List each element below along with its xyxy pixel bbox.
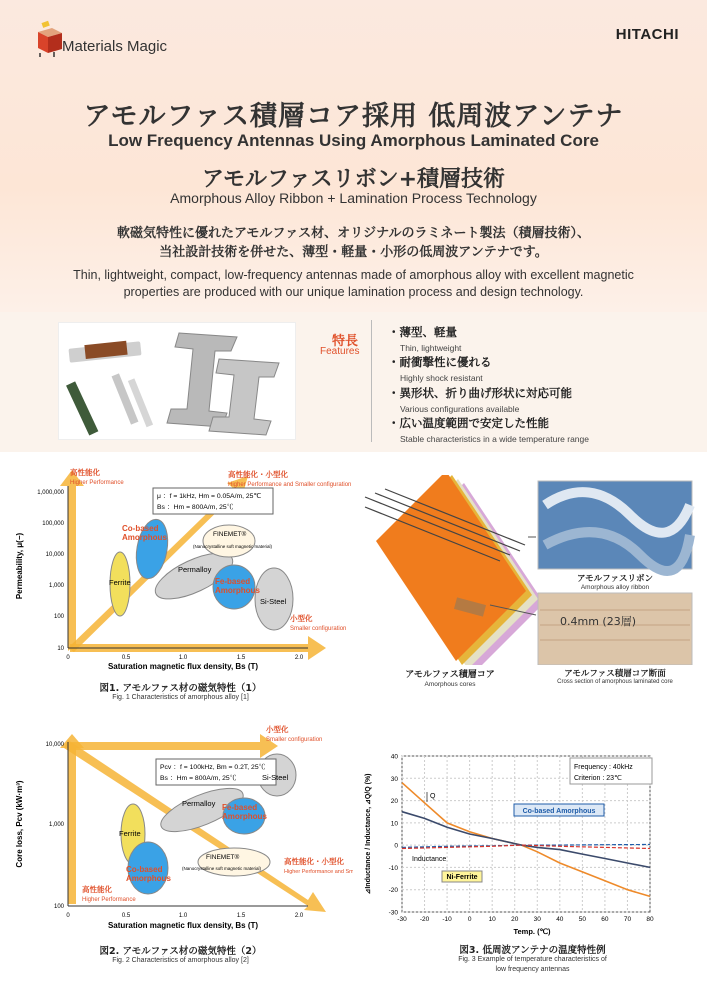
condition-line2: Bs ：Hm = 800A/m, 25℃ xyxy=(157,504,234,511)
feature-jp: ・広い温度範囲で安定した性能 xyxy=(388,416,549,430)
x-tick: 0.5 xyxy=(121,655,131,661)
arrow-label-en: Higher Performance and Sm xyxy=(284,869,353,875)
description-jp-line1: 軟磁気特性に優れたアモルファス材、オリジナルのラミネート製法（積層技術）、 xyxy=(116,226,591,241)
y-tick: 100 xyxy=(53,614,64,620)
arrow-label-en: Smaller configuration xyxy=(266,737,323,743)
series-label-inductance: Inductance xyxy=(412,856,447,863)
ferrite-label: Ferrite xyxy=(109,578,131,587)
finemet-region xyxy=(198,848,270,876)
finemet-label: FINEMET® xyxy=(206,854,240,861)
x-tick: 80 xyxy=(646,916,654,923)
finemet-label: FINEMET® xyxy=(213,531,247,538)
x-axis-label: Temp. (℃) xyxy=(513,927,551,936)
section-photo xyxy=(538,593,692,665)
feature-item xyxy=(388,354,492,383)
y-tick: 10,000 xyxy=(45,552,64,558)
fe-label: Fe-based xyxy=(215,577,251,586)
arrow-higher-performance xyxy=(60,470,84,651)
y-tick: 10 xyxy=(390,820,398,828)
arrow-label-jp: 高性能化 xyxy=(70,468,100,477)
y-tick: -20 xyxy=(388,887,398,895)
x-tick: -30 xyxy=(397,916,407,923)
arrow-label-jp: 小型化 xyxy=(266,725,289,734)
x-tick: 70 xyxy=(623,916,632,923)
y-tick: 100,000 xyxy=(42,521,64,527)
features-label-en: Features xyxy=(320,346,360,357)
x-tick: 30 xyxy=(533,916,541,923)
section-caption-jp: アモルファス積層コア断面 xyxy=(564,669,666,679)
series-label-q: Q xyxy=(430,793,436,800)
feature-en: Highly shock resistant xyxy=(400,373,483,383)
fe-label-2: Amorphous xyxy=(222,812,267,821)
features-label-jp: 特長 xyxy=(332,334,359,349)
figure-caption-en: Fig. 2 Characteristics of amorphous alloy [2] xyxy=(112,957,249,964)
description-en-line1: Thin, lightweight, compact, low-frequency antennas made of amorphous alloy with excellent magnetic xyxy=(73,268,634,282)
figure-caption-jp: 図3. 低周波アンテナの温度特性例 xyxy=(459,945,606,956)
permalloy-label: Permalloy xyxy=(178,565,212,574)
product-photo xyxy=(58,322,296,440)
description-en-line2: properties are produced with our unique lamination process and design technology. xyxy=(123,285,584,299)
page-title-en: Low Frequency Antennas Using Amorphous Laminated Core xyxy=(108,131,599,150)
co-label-2: Amorphous xyxy=(122,533,167,542)
arrow-label-jp: 高性能化・小型化 xyxy=(228,470,288,479)
x-tick: 2.0 xyxy=(294,913,304,919)
y-axis-label: ⊿Inductance / Inductance, ⊿Q/Q (%) xyxy=(365,773,372,895)
y-tick: 10 xyxy=(57,646,64,652)
y-tick: 1,000,000 xyxy=(37,490,64,496)
figure-caption-jp: 図1. アモルファス材の磁気特性（1） xyxy=(99,683,262,694)
description-en xyxy=(0,267,707,301)
y-tick: 0 xyxy=(394,842,398,850)
fe-label-2: Amorphous xyxy=(215,586,260,595)
series-label-ni: Ni-Ferrite xyxy=(446,874,478,881)
figure-photo xyxy=(360,475,702,697)
co-label-2: Amorphous xyxy=(126,874,171,883)
condition-line1: μ ：f = 1kHz, Hm = 0.05A/m, 25℃ xyxy=(157,493,262,500)
arrow-label-jp: 高性能化・小型化 xyxy=(284,857,344,866)
y-tick: -30 xyxy=(388,909,398,917)
condition-line1: Pcv ：f = 100kHz, Bm = 0.2T, 25℃ xyxy=(160,764,266,771)
description-jp-line2: 当社設計技術を併せた、薄型・軽量・小形の低周波アンテナです。 xyxy=(159,245,548,260)
finemet-region xyxy=(203,525,255,557)
feature-jp: ・耐衝撃性に優れる xyxy=(388,355,492,369)
cores-caption-en: Amorphous cores xyxy=(424,681,476,688)
temperature-chart xyxy=(360,742,705,937)
feature-en: Stable characteristics in a wide temperature range xyxy=(400,434,589,444)
description-jp xyxy=(0,224,707,262)
figure-caption-en: Fig. 1 Characteristics of amorphous alloy [1] xyxy=(112,694,249,701)
x-tick: 2.0 xyxy=(294,655,304,661)
x-tick: -10 xyxy=(442,916,452,923)
series-label-co: Co-based Amorphous xyxy=(522,808,596,815)
feature-en: Thin, lightweight xyxy=(400,343,462,353)
subtitle-jp: アモルファスリボン+積層技術 xyxy=(201,167,506,192)
arrow-label-en: Higher Performance and Smaller configuration xyxy=(228,482,352,488)
fe-label: Fe-based xyxy=(222,803,258,812)
x-tick: 0.5 xyxy=(121,913,131,919)
feature-item xyxy=(388,385,572,414)
y-tick: 1,000 xyxy=(48,583,64,589)
finemet-sublabel: (Nanocrystalline soft magnetic material) xyxy=(182,866,262,871)
x-tick: 1.0 xyxy=(178,913,188,919)
x-tick: 0 xyxy=(66,913,70,919)
y-tick: 30 xyxy=(390,775,398,783)
y-tick: 40 xyxy=(390,753,398,761)
arrow-smaller xyxy=(70,734,278,758)
y-tick: 1,000 xyxy=(48,822,64,828)
x-axis-label: Saturation magnetic flux density, Bs (T) xyxy=(107,662,259,671)
ribbon-caption-jp: アモルファスリボン xyxy=(577,574,653,584)
x-tick: 1.0 xyxy=(178,655,188,661)
co-label: Co-based xyxy=(126,865,163,874)
features-divider xyxy=(371,320,372,442)
ribbon-caption-en: Amorphous alloy ribbon xyxy=(580,584,650,591)
x-tick: -20 xyxy=(419,916,430,923)
y-axis-label: Permeability, μ(−) xyxy=(15,532,24,600)
sisteel-label: Si-Steel xyxy=(262,773,289,782)
x-tick: 0 xyxy=(66,655,70,661)
gift-box-icon xyxy=(34,20,64,62)
y-tick: -10 xyxy=(388,864,398,872)
x-tick: 20 xyxy=(511,916,519,923)
logo-text: Materials Magic xyxy=(62,38,168,55)
feature-item xyxy=(388,415,589,444)
annotation-criterion: Criterion : 23℃ xyxy=(574,775,622,782)
x-axis-label: Saturation magnetic flux density, Bs (T) xyxy=(107,921,259,930)
feature-en: Various configurations available xyxy=(400,404,520,414)
figure-2 xyxy=(8,724,353,969)
figure-caption-en: Fig. 3 Example of temperature characteristics of xyxy=(458,956,607,963)
y-axis-label: Core loss, Pcv (kW·m³) xyxy=(15,780,24,868)
feature-jp: ・異形状、折り曲げ形状に対応可能 xyxy=(388,386,572,400)
figure-1 xyxy=(8,466,353,708)
x-tick: 10 xyxy=(488,916,496,923)
arrow-label-en: Higher Performance xyxy=(82,897,136,903)
feature-jp: ・薄型、軽量 xyxy=(388,325,457,339)
condition-line2: Bs ：Hm = 800A/m, 25℃ xyxy=(160,775,237,782)
feature-item xyxy=(388,324,461,353)
figure-caption-en-2: low frequency antennas xyxy=(495,966,570,973)
y-tick: 20 xyxy=(390,798,398,806)
section-dimension: 0.4mm (23層) xyxy=(560,615,637,628)
x-tick: 0 xyxy=(467,916,472,923)
section-caption-en: Cross section of amorphous laminated core xyxy=(557,679,673,685)
y-tick: 100 xyxy=(53,904,64,910)
sisteel-label: Si-Steel xyxy=(260,597,287,606)
x-tick: 1.5 xyxy=(236,655,246,661)
arrow-label-jp: 高性能化 xyxy=(82,885,112,894)
arrow-label-en: Smaller configuration xyxy=(290,626,347,632)
x-tick: 50 xyxy=(578,916,586,923)
figure-caption-jp: 図2. アモルファス材の磁気特性（2） xyxy=(99,946,262,957)
x-tick: 40 xyxy=(556,916,564,923)
permalloy-label: Permalloy xyxy=(182,799,216,808)
arrow-higher-performance xyxy=(60,734,84,904)
ferrite-label: Ferrite xyxy=(119,829,141,838)
annotation-frequency: Frequency : 40kHz xyxy=(574,764,633,771)
co-label: Co-based xyxy=(122,524,159,533)
arrow-label-jp: 小型化 xyxy=(290,614,313,623)
company-logo: HITACHI xyxy=(615,26,679,43)
finemet-sublabel: (Nanocrystalline soft magnetic material) xyxy=(193,544,273,549)
arrow-label-en: Higher Performance xyxy=(70,480,124,486)
subtitle-en: Amorphous Alloy Ribbon + Lamination Process Technology xyxy=(170,190,537,206)
cores-caption-jp: アモルファス積層コア xyxy=(405,670,495,680)
x-tick: 1.5 xyxy=(236,913,246,919)
y-tick: 10,000 xyxy=(45,742,64,748)
page-title-jp: アモルファス積層コア採用 低周波アンテナ xyxy=(83,101,624,132)
figure-3 xyxy=(360,742,705,987)
x-tick: 60 xyxy=(601,916,609,923)
